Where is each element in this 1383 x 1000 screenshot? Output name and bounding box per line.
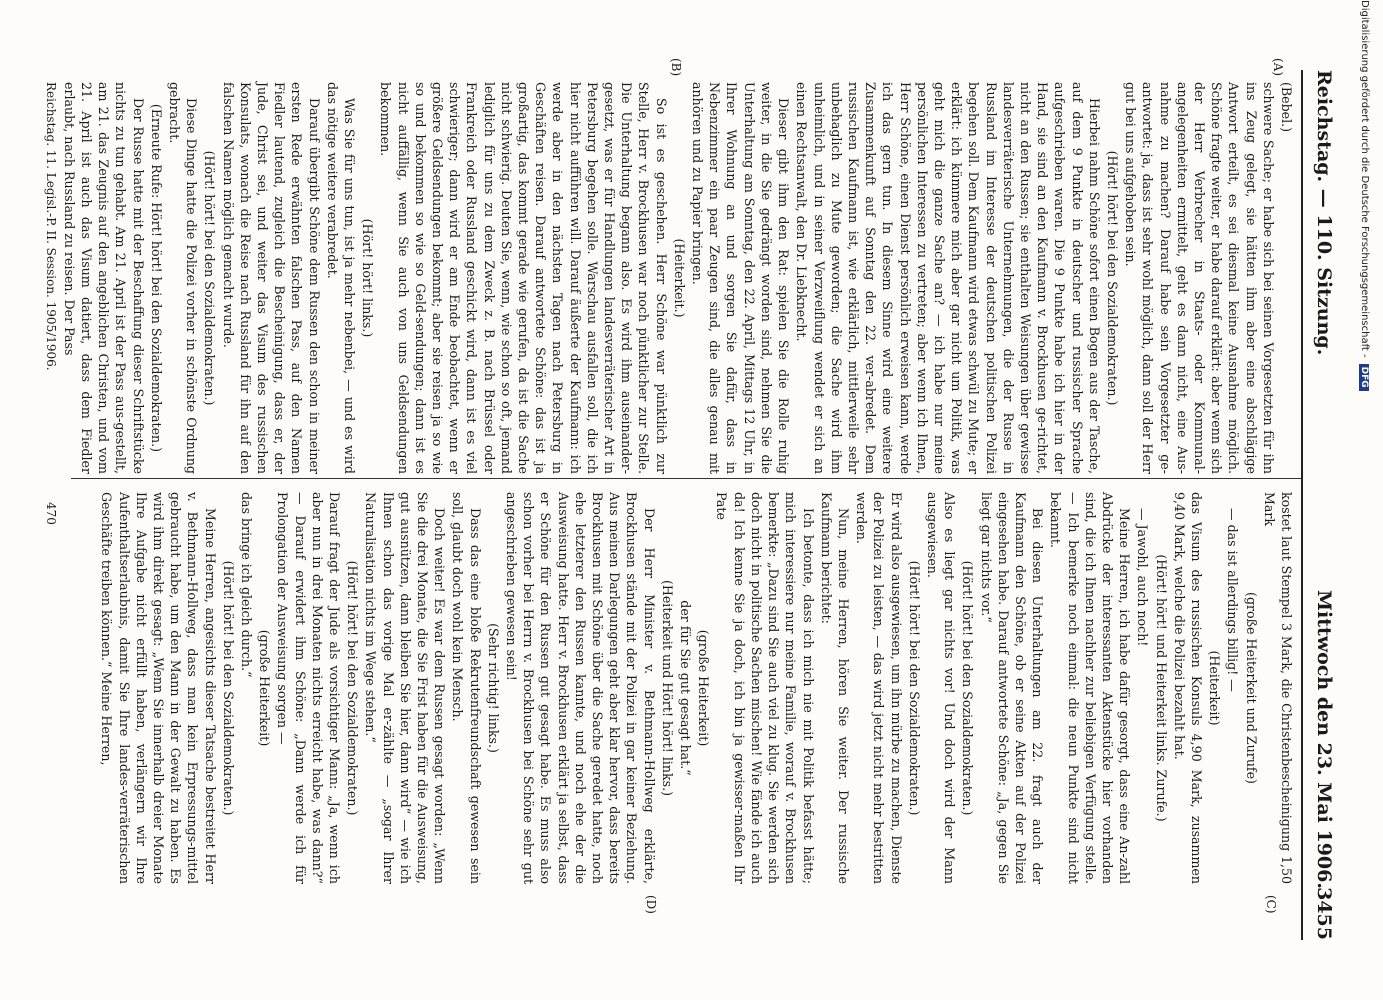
right-column-paragraph: Meine Herren, ich habe dafür gesorgt, dass eine An-zahl Abdrücke der interessanten Aktenstücke hier vorhanden sind, die ich Ihnen nachher zur beliebigen Verfügung stelle. — Ich bemerke noch einmal: die neun Punkte sind nicht bekannt.: [1048, 492, 1133, 884]
left-column-paragraph: (Hört! hört! links.): [360, 218, 376, 338]
footer-number: 470: [44, 502, 58, 525]
left-column-paragraph: Darauf übergibt Schöne dem Russen den schon in meiner ersten Rede erwähnten falschen Pass, auf den Namen Fiedler lautend, zugleich die Bescheinigung, dass er, der Jude, Christ sei, und weiter das Visum des russischen Konsulats, wonach die Reise nach Russland für ihn auf den falschen Namen möglich gemacht wurde.: [220, 82, 322, 474]
right-column-paragraph: (Hört! hört! bei den Sozialdemokraten.): [220, 560, 236, 816]
left-column-paragraph: So ist es geschehen. Herr Schöne war pünktlich zur Stelle, Herr v. Brockhusen war noch pünktlicher zur Stelle. Die Unterhaltung begann also. Es wird ihm auseinander-gesetzt, was er für Handlungen landesverräterischer Art in Petersburg begehen solle. Warschau ausfallen soll, die ich hier nicht aufführen will. Darauf äußerte der Kaufmann: ich werde aber in den nächsten Tagen nach Petersburg in Geschäften reisen. Darauf antwortete Schöne: das ist ja großartig, das kommt gerade wie gerufen, da ist die Sache nicht schwierig. Deuten Sie, wenn, wie schon so oft, jemand lediglich für uns zu dem Zweck z. B. nach Brüssel oder Frankreich oder Russland geschickt wird, dann ist es viel schwieriger; dann wird er am Ende beobachtet, wenn er größere Geldsendungen bekommt; aber sie reisen ja so wie so und bekommen so wie so Geld-sendungen; dann ist es nicht auffällig, wenn Sie auch von uns Geldsendungen bekommen.: [378, 82, 669, 474]
right-column-paragraph: Bei diesen Unterhaltungen am 22. fragt auch der Kaufmann den Schöne, ob er seine Akten auf der Polizei eingesehen habe. Darauf antwortete Schöne: „Ja, gegen Sie liegt gar nichts vor.“: [978, 492, 1046, 884]
right-column-paragraph: (Heiterkeit und Hört! hört! links.): [659, 579, 675, 797]
right-column-paragraph: Ich betonte, dass ich mich nie mit Politik befasst hätte; mich interessiere nur meine Familie, worauf v. Brockhusen bemerkte: „Dazu sind Sie auch viel zu klug. Sie werden sich doch nicht in politische Sachen mischen! Wie fände ich auch da! Ich kenne Sie ja doch, ich bin ja gewisser-maßen Ihr Pate: [714, 492, 816, 884]
right-column-paragraph: (große Heiterkeit): [696, 629, 712, 747]
left-column-paragraph: (Bebel.): [1279, 82, 1294, 133]
right-column-paragraph: das bringe ich gleich durch.“: [239, 492, 255, 678]
right-column-paragraph: der für Sie gut gesagt hat.“: [678, 600, 694, 776]
header-title: Reichstag. — 110. Sitzung.: [1313, 70, 1335, 356]
right-column-paragraph: Doch weiter! Es war dem Russen gesagt worden: „Wenn Sie die drei Monate, die Sie Frist haben für die Ausweisung, gut ausnützen, dann bleiben Sie hier, dann wird“ — wie ich Ihnen schon das vorige Mal er-zählte — „sogar Ihrer Naturalisation nichts im Wege stehen.“: [363, 492, 448, 884]
margin-mark-d: (D): [644, 895, 658, 914]
right-column-paragraph: Meine Herren, angesichts dieser Tatsache bestreitet Herr v. Bethmann-Hollweg, dass man kein Erpressungs-mittel gebraucht habe, um den Mann in der Gewalt zu haben. Es wird ihm direkt gesagt: „Wenn Sie innerhalb dreier Monate Ihre Aufgabe nicht erfüllt haben, verlängern wir Ihre Aufenthaltserlaubnis, damit Sie Ihre landes-verräterischen Geschäfte treiben können.“ Meine Herren,: [99, 492, 218, 884]
right-column-paragraph: Also es liegt gar nichts vor! Und doch wird der Mann ausgewiesen.: [924, 492, 958, 884]
credit-text: Digitalisierung gefördert durch die Deutsche Forschungsgemeinschaft -: [1359, 0, 1370, 358]
digitization-credit: [1358, 0, 1370, 1000]
left-column-paragraph: schwere Sache; er habe sich bei seinen Vorgesetzten für ihn ins Zeug gelegt, sie hätten ihm aber eine abschlägige Antwort erteilt, es sei diesmal keine Ausnahme möglich. Schöne fragte weiter, er habe darauf erklärt: aber wenn sich der Herr Verbrecher in Staats- oder Kommunal-angelegenheiten ermittelt, geht es dann nicht, eine Aus-nahme zu machen? Darauf habe sein Vorgesetzter ge-antwortet: ja, dass ist sehr wohl möglich, dann soll der Herr gut bei uns aufgehoben sein.: [1123, 82, 1276, 474]
right-column-paragraph: (Hört! hört! bei den Sozialdemokraten.): [906, 560, 922, 816]
right-column-paragraph: Darauf fragt der Jude als vorsichtiger Mann: „Ja, wenn ich aber nun in drei Monaten nichts erreicht habe, was dann?“ — Darauf erwidert ihm Schöne: „Dann werde ich für Prolongation der Ausweisung sorgen —: [275, 492, 343, 884]
right-column-paragraph: (Hört! hört! bei den Sozialdemokraten.): [345, 560, 361, 816]
dfg-logo: DFG: [1359, 364, 1369, 391]
header-rule: [1301, 70, 1303, 940]
right-column: [70, 492, 1295, 884]
right-column-paragraph: das Visum des russischen Konsuls 4,90 Mark, zusammen 9,40 Mark, welche die Polizei bezahlt hat.: [1171, 492, 1204, 884]
right-column-paragraph: Er wird also ausgewiesen, um ihn mürbe zu machen, Dienste der Polizei zu leisten, — das wird jetzt nicht mehr bestritten werden.: [854, 492, 904, 884]
right-column-paragraph: Dass das eine bloße Rekrutenfreundschaft gewesen sein soll, glaubt doch wohl kein Mensch.: [450, 492, 483, 884]
right-column-paragraph: (Hört! hört! und Heiterkeit links. Zurufe.): [1153, 554, 1169, 822]
margin-mark-a: (A): [1271, 58, 1285, 77]
right-column-paragraph: (Hört! hört! bei den Sozialdemokraten.): [960, 560, 976, 816]
footer-citation: Reichstag. 11. Legisl.-P. II. Session. 1905/1906.: [44, 82, 58, 371]
right-column-paragraph: — das ist allerdings billig! —: [1225, 508, 1241, 692]
right-column-paragraph: Der Herr Minister v. Bethmann-Hollweg erklärte, Brockhusen stände mit der Polizei in gar keiner Beziehung. Aus meinen Darlegungen geht aber klar hervor, dass bereits Brockhusen mit Schöne über die Sache geredet hatte, noch ehe letzterer den Russen kannte, und noch ehe der die Ausweisung hatte. Herr v. Brockhusen erklärt ja selbst, dass er Schöne für den Russen gut gesagt habe. Es muss also schon vorher bei Herrn v. Brockhusen bei Schöne sehr gut angeschrieben gewesen sein!: [504, 492, 657, 884]
left-column-paragraph: (Hört! hört! bei den Sozialdemokraten.): [202, 150, 218, 406]
right-column-paragraph: (Heiterkeit): [1207, 650, 1223, 726]
right-column-paragraph: (große Heiterkeit): [257, 629, 273, 747]
left-column-paragraph: Diese Dinge hatte die Polizei vorher in schönste Ordnung gebracht.: [167, 82, 200, 474]
margin-mark-c: (C): [1264, 895, 1278, 914]
left-column-paragraph: (Erneute Rufe: Hört! hört! bei den Sozialdemokraten.): [148, 103, 164, 453]
left-column-paragraph: Was Sie für uns tun, ist ja mehr nebenbei, — und es wird das nötige weitere verabredet.: [324, 82, 358, 474]
right-column-paragraph: Nun, meine Herren, hören Sie weiter. Der russische Kaufmann berichtet:: [818, 492, 851, 884]
right-column-paragraph: (Sehr richtig! links.): [485, 623, 501, 753]
right-column-paragraph: — Jawohl, auch noch!: [1135, 508, 1151, 647]
left-column-paragraph: (Heiterkeit.): [671, 238, 687, 318]
right-column-paragraph: kostet laut Stempel 3 Mark, die Christenbescheinigung 1,50 Mark: [1261, 492, 1294, 884]
left-column-paragraph: Dieser gibt ihm den Rat: spielen Sie die Rolle ruhig weiter, in die Sie gedrängt worden sind, nehmen Sie die Unterhaltung am Sonntag, den 22. April, Mittags 12 Uhr, in Ihrer Wohnung an und sorgen Sie dafür, dass in Nebenzimmer ein paar Zeugen sind, die alles genau mit anhören und zu Papier bringen.: [690, 82, 792, 474]
page-footer: [44, 82, 58, 525]
header-date: Mittwoch den 23. Mai 1906.: [1313, 590, 1335, 889]
page-number: 3455: [1313, 887, 1335, 940]
left-column-paragraph: (Hört! hört! bei den Sozialdemokraten.): [1104, 150, 1120, 406]
margin-mark-b: (B): [669, 58, 683, 77]
left-column-paragraph: Hierbei nahm Schöne sofort einen Bogen aus der Tasche, auf dem 9 Punkte in deutscher und russischer Sprache aufgeschrieben waren. Die 9 Punkte habe ich hier in der Hand, sie sind an den Kaufmann v. Brockhusen ge-richtet, nicht an den Russen; sie enthalten Weisungen über gewisse landesverräterische Unternehmungen, die der Russe in Russland im Interesse der deutschen politischen Polizei begehen soll. Dem Kaufmann wird etwas schwül zu Mute; er erklärt: ich kümmere mich aber gar nicht um Politik, was geht mich die ganze Sache an? — ich habe nur meine persönlichen Interessen zu vertreten; aber wenn ich Ihnen, Herr Schöne, einen Dienst persönlich erweisen kann, werde ich das gern tun. In diesem Sinne wird eine weitere Zusammenkunft auf Sonntag den 22. ver-abredet. Dem russischen Kaufmann ist, wie erklärlich, mittlerweile sehr unbehaglich zu Mute geworden; die Sache wird ihm unheimlich, und in seiner Verzweiflung wendet er sich an einen Rechtsanwalt, den Dr. Liebknecht.: [794, 82, 1102, 474]
left-column: [61, 82, 1295, 474]
right-column-paragraph: (große Heiterkeit und Zurufe): [1243, 592, 1259, 784]
left-column-paragraph: Der Russe hatte mit der Beschaffung dieser Schriftstücke nichts zu tun gehabt. Am 21. April ist der Pass aus-gestellt, am 21. das Zeugnis auf den angeblichen Christen, und vom 21. April ist auch das Visum datiert, dass dem Fiedler erlaubt, nach Russland zu reisen. Der Pass: [61, 82, 146, 474]
column-divider: [71, 478, 1301, 479]
running-header: [1305, 70, 1335, 940]
